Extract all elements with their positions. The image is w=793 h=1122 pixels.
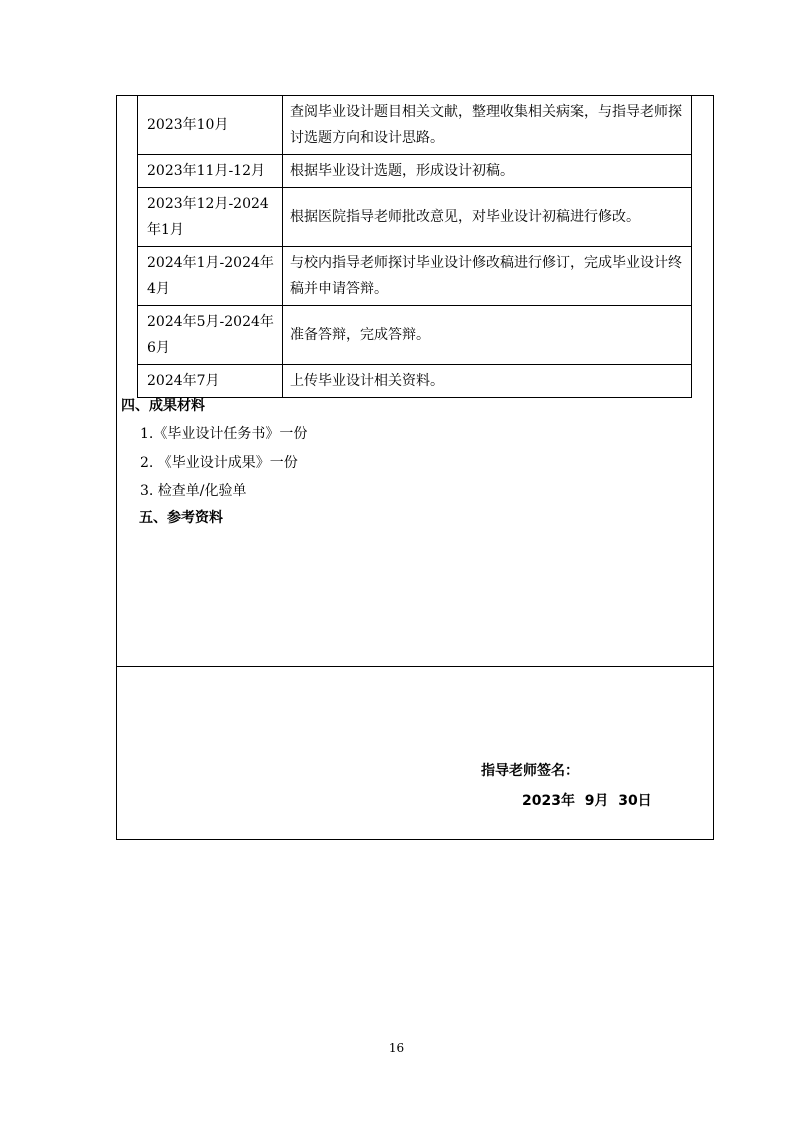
table-row	[138, 188, 692, 247]
period-cell: 2023年11月-12月	[138, 155, 283, 188]
table-row	[138, 247, 692, 306]
period-cell: 2024年1月-2024年4月	[138, 247, 283, 306]
list-item: 3. 检查单/化验单	[140, 483, 247, 499]
signature-divider	[117, 666, 713, 667]
task-cell: 准备答辩，完成答辩。	[283, 306, 692, 365]
task-cell: 根据毕业设计选题，形成设计初稿。	[283, 155, 692, 188]
table-row	[138, 306, 692, 365]
supervisor-signature-label: 指导老师签名：	[481, 763, 579, 779]
period-cell: 2024年5月-2024年6月	[138, 306, 283, 365]
signature-date: 2023年 9月 30日	[522, 793, 652, 809]
period-cell: 2023年12月-2024年1月	[138, 188, 283, 247]
task-cell: 根据医院指导老师批改意见，对毕业设计初稿进行修改。	[283, 188, 692, 247]
section4-heading: 四、成果材料	[121, 398, 205, 414]
period-cell: 2024年7月	[138, 365, 283, 398]
task-cell: 查阅毕业设计题目相关文献，整理收集相关病案，与指导老师探讨选题方向和设计思路。	[283, 96, 692, 155]
table-row	[138, 155, 692, 188]
page-number: 16	[388, 1041, 405, 1055]
list-item: 2. 《毕业设计成果》一份	[140, 455, 298, 471]
list-item: 1.《毕业设计任务书》一份	[140, 426, 308, 442]
period-cell: 2023年10月	[138, 96, 283, 155]
section5-heading: 五、参考资料	[139, 510, 223, 526]
task-cell: 与校内指导老师探讨毕业设计修改稿进行修订，完成毕业设计终稿并申请答辩。	[283, 247, 692, 306]
table-row	[138, 365, 692, 398]
task-cell: 上传毕业设计相关资料。	[283, 365, 692, 398]
schedule-table	[137, 95, 692, 398]
table-row	[138, 96, 692, 155]
